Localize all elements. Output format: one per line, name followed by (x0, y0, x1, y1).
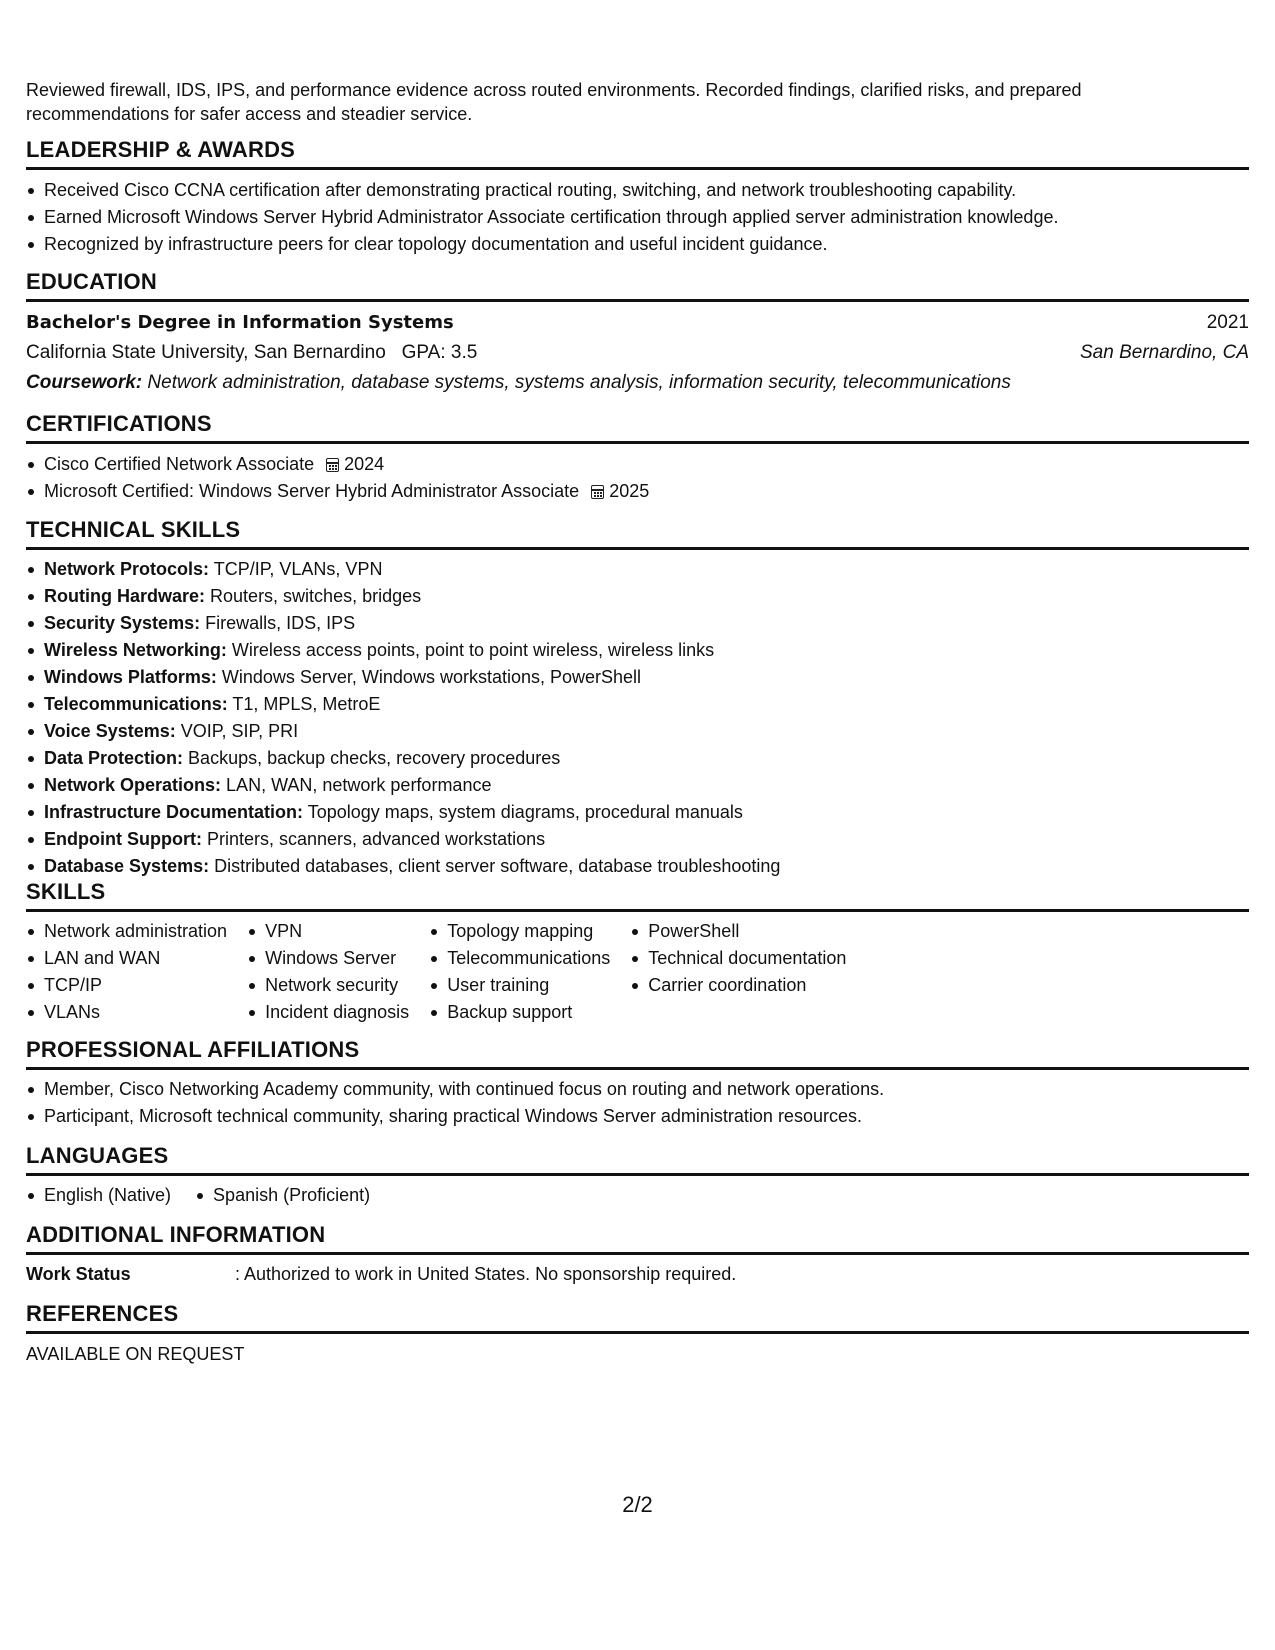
leadership-section (26, 136, 1249, 258)
skills-column (630, 918, 846, 1026)
list-item: Backup support (429, 999, 610, 1026)
list-item: English (Native) (26, 1182, 171, 1209)
list-item: VLANs (26, 999, 227, 1026)
languages-list (26, 1182, 1249, 1209)
section-title-additional-info: ADDITIONAL INFORMATION (26, 1221, 1249, 1255)
list-item: Topology mapping (429, 918, 610, 945)
gpa: GPA: 3.5 (401, 342, 478, 363)
list-item: PowerShell (630, 918, 846, 945)
list-item: Network administration (26, 918, 227, 945)
section-title-certifications: CERTIFICATIONS (26, 410, 1249, 444)
list-item: Network Operations: LAN, WAN, network performance (26, 772, 1249, 799)
technical-skills-section (26, 516, 1249, 880)
certifications-section (26, 410, 1249, 505)
work-status-value: : Authorized to work in United States. No sponsorship required. (235, 1264, 737, 1284)
languages-section (26, 1142, 1249, 1209)
list-item: Endpoint Support: Printers, scanners, advanced workstations (26, 826, 1249, 853)
experience-summary: Reviewed firewall, IDS, IPS, and performance evidence across routed environments. Recorded findings, clarified risks, and prepared recommendations for safer access and steadier service. (26, 80, 1082, 124)
school-name: California State University, San Bernardino (26, 342, 386, 363)
list-item: Spanish (Proficient) (195, 1182, 370, 1209)
certification-year: 2025 (609, 481, 650, 501)
work-status-label: Work Status (26, 1264, 131, 1284)
references-text: AVAILABLE ON REQUEST (26, 1344, 245, 1364)
section-title-technical-skills: TECHNICAL SKILLS (26, 516, 1249, 550)
technical-skills-list (26, 556, 1249, 880)
affiliations-list (26, 1076, 1249, 1130)
list-item: LAN and WAN (26, 945, 227, 972)
page-number: 2/2 (622, 1492, 653, 1517)
list-item: User training (429, 972, 610, 999)
list-item: Incident diagnosis (247, 999, 409, 1026)
calendar-icon (591, 485, 604, 499)
list-item: Network Protocols: TCP/IP, VLANs, VPN (26, 556, 1249, 583)
list-item: Voice Systems: VOIP, SIP, PRI (26, 718, 1249, 745)
certification-year: 2024 (344, 454, 385, 474)
list-item: Security Systems: Firewalls, IDS, IPS (26, 610, 1249, 637)
list-item: Participant, Microsoft technical community, sharing practical Windows Server administration resources. (26, 1103, 1249, 1130)
list-item: Data Protection: Backups, backup checks, recovery procedures (26, 745, 1249, 772)
school-row (26, 338, 1249, 368)
list-item: Infrastructure Documentation: Topology maps, system diagrams, procedural manuals (26, 799, 1249, 826)
skills-column (429, 918, 610, 1026)
skills-column (26, 918, 227, 1026)
school-location: San Bernardino, CA (1080, 342, 1249, 363)
list-item: Network security (247, 972, 409, 999)
list-item: Routing Hardware: Routers, switches, bridges (26, 583, 1249, 610)
additional-info-section (26, 1221, 1249, 1287)
degree-name: Bachelor's Degree in Information Systems (26, 312, 454, 333)
section-title-skills: SKILLS (26, 878, 1249, 912)
list-item: Telecommunications (429, 945, 610, 972)
skills-column (247, 918, 409, 1026)
list-item (26, 478, 1249, 505)
section-title-leadership: LEADERSHIP & AWARDS (26, 136, 1249, 170)
list-item: Telecommunications: T1, MPLS, MetroE (26, 691, 1249, 718)
coursework-list: Network administration, database systems, systems analysis, information security, telecommunications (147, 372, 1011, 393)
calendar-icon (326, 458, 339, 472)
list-item: Received Cisco CCNA certification after demonstrating practical routing, switching, and network troubleshooting capability. (26, 177, 1249, 204)
coursework-row (26, 368, 1249, 398)
section-title-languages: LANGUAGES (26, 1142, 1249, 1176)
section-title-education: EDUCATION (26, 268, 1249, 302)
certifications-list (26, 451, 1249, 505)
list-item: VPN (247, 918, 409, 945)
education-section (26, 268, 1249, 398)
list-item: Recognized by infrastructure peers for clear topology documentation and useful incident guidance. (26, 231, 1249, 258)
degree-row (26, 308, 1249, 338)
work-status-row (26, 1261, 1249, 1287)
certification-name: Cisco Certified Network Associate (44, 454, 315, 474)
list-item: Windows Platforms: Windows Server, Windows workstations, PowerShell (26, 664, 1249, 691)
affiliations-section (26, 1036, 1249, 1130)
list-item: Windows Server (247, 945, 409, 972)
list-item: Database Systems: Distributed databases, client server software, database troubleshooting (26, 853, 1249, 880)
list-item (26, 451, 1249, 478)
section-title-references: REFERENCES (26, 1300, 1249, 1334)
coursework-label: Coursework: (26, 372, 143, 393)
certification-name: Microsoft Certified: Windows Server Hybrid Administrator Associate (44, 481, 580, 501)
section-title-affiliations: PROFESSIONAL AFFILIATIONS (26, 1036, 1249, 1070)
skills-grid (26, 918, 1249, 1026)
skills-section (26, 878, 1249, 1026)
graduation-year: 2021 (1206, 312, 1249, 333)
list-item: Carrier coordination (630, 972, 846, 999)
list-item: Wireless Networking: Wireless access points, point to point wireless, wireless links (26, 637, 1249, 664)
list-item: Earned Microsoft Windows Server Hybrid Administrator Associate certification through applied server administration knowledge. (26, 204, 1249, 231)
list-item: Member, Cisco Networking Academy community, with continued focus on routing and network operations. (26, 1076, 1249, 1103)
list-item: TCP/IP (26, 972, 227, 999)
references-section (26, 1300, 1249, 1367)
list-item: Technical documentation (630, 945, 846, 972)
leadership-list (26, 177, 1249, 258)
